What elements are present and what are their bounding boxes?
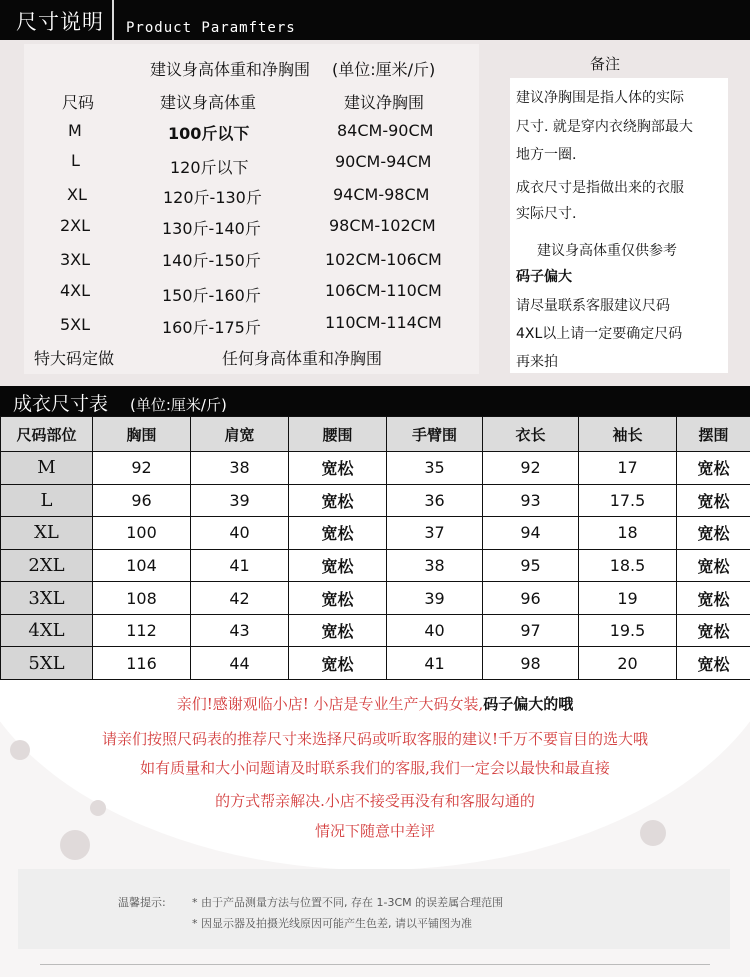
table-row bbox=[1, 484, 750, 517]
shoulder-cell: 40 bbox=[191, 517, 289, 550]
message-line-1-emphasis: 码子偏大的哦 bbox=[483, 695, 574, 713]
length-cell: 96 bbox=[483, 582, 579, 615]
bottom-divider bbox=[40, 964, 710, 965]
col-header-size: 尺码部位 bbox=[1, 417, 93, 452]
tip-label: 温馨提示: bbox=[118, 896, 166, 909]
col-header-hem: 摆围 bbox=[677, 417, 750, 452]
rec-row-size: 4XL bbox=[60, 281, 91, 300]
arm-cell: 35 bbox=[387, 452, 483, 485]
bust-cell: 108 bbox=[93, 582, 191, 615]
note-line: 4XL以上请一定要确定尺码 bbox=[516, 326, 683, 342]
note-line: 尺寸. 就是穿内衣绕胸部最大 bbox=[516, 119, 693, 135]
note-line: 地方一圈. bbox=[516, 147, 577, 163]
rec-row-weight: 150斤-160斤 bbox=[162, 286, 261, 305]
sleeve-cell: 18.5 bbox=[579, 549, 677, 582]
note-line-emphasis: 码子偏大 bbox=[516, 269, 572, 285]
hem-cell: 宽松 bbox=[677, 452, 750, 485]
size-cell: 2XL bbox=[1, 549, 93, 582]
arm-cell: 38 bbox=[387, 549, 483, 582]
rec-row-chest: 84CM-90CM bbox=[337, 121, 434, 140]
header-divider bbox=[112, 0, 114, 40]
waist-cell: 宽松 bbox=[289, 484, 387, 517]
rec-row-chest: 110CM-114CM bbox=[325, 313, 442, 332]
bust-cell: 96 bbox=[93, 484, 191, 517]
message-line-3: 如有质量和大小问题请及时联系我们的客服,我们一定会以最快和最直接 bbox=[140, 759, 610, 777]
note-line: 成衣尺寸是指做出来的衣服 bbox=[516, 180, 684, 196]
rec-header-weight: 建议身高体重 bbox=[160, 93, 257, 112]
rec-row-chest: 106CM-110CM bbox=[325, 281, 442, 300]
sleeve-cell: 17.5 bbox=[579, 484, 677, 517]
size-cell: XL bbox=[1, 517, 93, 550]
table-row bbox=[1, 647, 750, 680]
hem-cell: 宽松 bbox=[677, 647, 750, 680]
rec-row-size: 5XL bbox=[60, 315, 91, 334]
rec-row-size: 3XL bbox=[60, 250, 91, 269]
bust-cell: 100 bbox=[93, 517, 191, 550]
recommendation-table-unit: (单位:厘米/斤) bbox=[332, 60, 436, 79]
rec-row-size: XL bbox=[67, 185, 87, 204]
col-header-shoulder: 肩宽 bbox=[191, 417, 289, 452]
table-row bbox=[1, 549, 750, 582]
size-info-header-bar bbox=[0, 0, 750, 40]
rec-header-size: 尺码 bbox=[62, 93, 95, 112]
rec-row-size: M bbox=[68, 121, 82, 140]
size-cell: M bbox=[1, 452, 93, 485]
waist-cell: 宽松 bbox=[289, 614, 387, 647]
arm-cell: 36 bbox=[387, 484, 483, 517]
col-header-length: 衣长 bbox=[483, 417, 579, 452]
sleeve-cell: 17 bbox=[579, 452, 677, 485]
arm-cell: 37 bbox=[387, 517, 483, 550]
rec-row-weight: 120斤以下 bbox=[170, 158, 249, 177]
tip-line-1: * 由于产品测量方法与位置不同, 存在 1-3CM 的误差属合理范围 bbox=[192, 896, 504, 909]
note-line: 建议净胸围是指人体的实际 bbox=[516, 90, 684, 106]
waist-cell: 宽松 bbox=[289, 582, 387, 615]
length-cell: 92 bbox=[483, 452, 579, 485]
rec-row-size: L bbox=[71, 151, 80, 170]
length-cell: 93 bbox=[483, 484, 579, 517]
garment-size-unit: (单位:厘米/斤) bbox=[130, 396, 227, 414]
rec-row-chest: 102CM-106CM bbox=[325, 250, 442, 269]
bust-cell: 116 bbox=[93, 647, 191, 680]
shoulder-cell: 44 bbox=[191, 647, 289, 680]
shoulder-cell: 43 bbox=[191, 614, 289, 647]
bust-cell: 92 bbox=[93, 452, 191, 485]
recommendation-table-title: 建议身高体重和净胸围 bbox=[150, 60, 311, 79]
note-line: 建议身高体重仅供参考 bbox=[537, 243, 677, 259]
waist-cell: 宽松 bbox=[289, 647, 387, 680]
rec-header-chest: 建议净胸围 bbox=[344, 93, 425, 112]
col-header-waist: 腰围 bbox=[289, 417, 387, 452]
rec-row-chest: 90CM-94CM bbox=[335, 152, 432, 171]
waist-cell: 宽松 bbox=[289, 549, 387, 582]
table-row bbox=[1, 614, 750, 647]
garment-size-header-bar bbox=[0, 386, 750, 416]
length-cell: 94 bbox=[483, 517, 579, 550]
size-info-title: 尺寸说明 bbox=[16, 10, 104, 34]
hem-cell: 宽松 bbox=[677, 549, 750, 582]
shoulder-cell: 42 bbox=[191, 582, 289, 615]
message-line-1-red: 亲们!感谢观临小店! 小店是专业生产大码女装, bbox=[176, 695, 484, 713]
length-cell: 95 bbox=[483, 549, 579, 582]
message-line-2: 请亲们按照尺码表的推荐尺寸来选择尺码或听取客服的建议!千万不要盲目的选大哦 bbox=[101, 730, 649, 748]
arm-cell: 40 bbox=[387, 614, 483, 647]
shoulder-cell: 41 bbox=[191, 549, 289, 582]
rec-row-chest: 98CM-102CM bbox=[329, 216, 436, 235]
arm-cell: 41 bbox=[387, 647, 483, 680]
message-line-5: 情况下随意中差评 bbox=[314, 822, 435, 840]
size-cell: 5XL bbox=[1, 647, 93, 680]
bust-cell: 112 bbox=[93, 614, 191, 647]
garment-size-table bbox=[0, 416, 750, 680]
table-row bbox=[1, 452, 750, 485]
rec-row-weight: 100斤以下 bbox=[168, 124, 250, 143]
size-cell: 3XL bbox=[1, 582, 93, 615]
col-header-sleeve: 袖长 bbox=[579, 417, 677, 452]
message-line-4: 的方式帮亲解决.小店不接受再没有和客服勾通的 bbox=[215, 792, 535, 810]
hem-cell: 宽松 bbox=[677, 484, 750, 517]
size-cell: L bbox=[1, 484, 93, 517]
arm-cell: 39 bbox=[387, 582, 483, 615]
size-info-subtitle: Product Paramfters bbox=[126, 20, 296, 36]
sleeve-cell: 19.5 bbox=[579, 614, 677, 647]
shoulder-cell: 39 bbox=[191, 484, 289, 517]
notes-title: 备注 bbox=[590, 55, 621, 73]
garment-size-title: 成衣尺寸表 bbox=[13, 393, 109, 415]
note-line: 实际尺寸. bbox=[516, 206, 577, 222]
bust-cell: 104 bbox=[93, 549, 191, 582]
note-line: 请尽量联系客服建议尺码 bbox=[516, 298, 670, 314]
rec-row-weight: 160斤-175斤 bbox=[162, 318, 261, 337]
rec-row-weight: 120斤-130斤 bbox=[163, 188, 262, 207]
custom-size-value: 任何身高体重和净胸围 bbox=[222, 349, 383, 368]
length-cell: 97 bbox=[483, 614, 579, 647]
rec-row-size: 2XL bbox=[60, 216, 91, 235]
waist-cell: 宽松 bbox=[289, 517, 387, 550]
sleeve-cell: 18 bbox=[579, 517, 677, 550]
rec-row-weight: 130斤-140斤 bbox=[162, 219, 261, 238]
waist-cell: 宽松 bbox=[289, 452, 387, 485]
hem-cell: 宽松 bbox=[677, 517, 750, 550]
sleeve-cell: 20 bbox=[579, 647, 677, 680]
table-row bbox=[1, 517, 750, 550]
hem-cell: 宽松 bbox=[677, 614, 750, 647]
col-header-arm: 手臂围 bbox=[387, 417, 483, 452]
rec-row-chest: 94CM-98CM bbox=[333, 185, 430, 204]
hem-cell: 宽松 bbox=[677, 582, 750, 615]
col-header-bust: 胸围 bbox=[93, 417, 191, 452]
custom-size-label: 特大码定做 bbox=[34, 349, 115, 368]
table-row bbox=[1, 582, 750, 615]
tip-line-2: * 因显示器及拍摄光线原因可能产生色差, 请以平铺图为准 bbox=[192, 917, 472, 930]
message-line-1 bbox=[0, 693, 750, 714]
note-line: 再来拍 bbox=[516, 354, 558, 370]
rec-row-weight: 140斤-150斤 bbox=[162, 251, 261, 270]
sleeve-cell: 19 bbox=[579, 582, 677, 615]
size-cell: 4XL bbox=[1, 614, 93, 647]
table-header-row bbox=[1, 417, 750, 452]
shoulder-cell: 38 bbox=[191, 452, 289, 485]
length-cell: 98 bbox=[483, 647, 579, 680]
